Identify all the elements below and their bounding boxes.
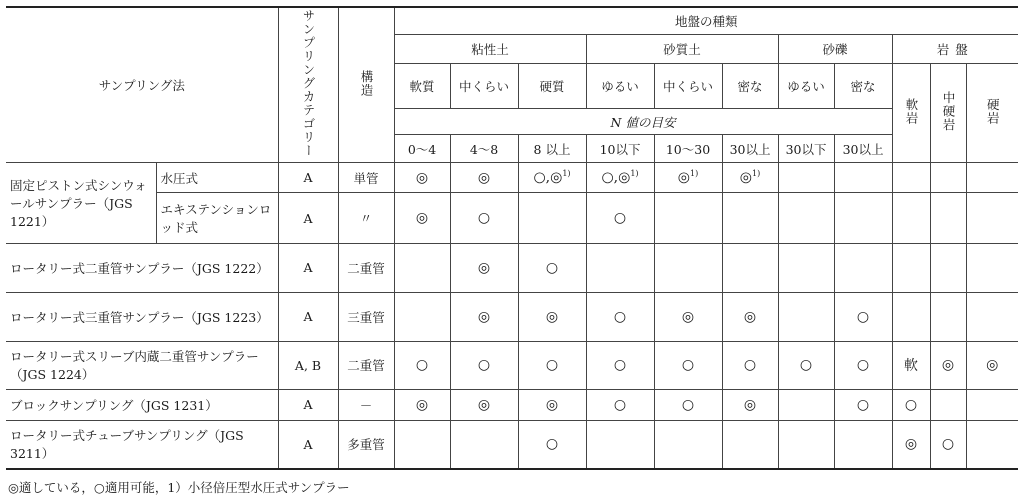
table-row bbox=[6, 420, 1018, 469]
mark-cell bbox=[834, 193, 892, 244]
header-structure: 構造 bbox=[338, 7, 394, 162]
mark-cell bbox=[722, 193, 778, 244]
structure-cell: 二重管 bbox=[338, 244, 394, 293]
n-value-6: 30以下 bbox=[778, 135, 834, 162]
mark-cell bbox=[778, 420, 834, 469]
mark-cell: ◎ bbox=[450, 390, 518, 420]
mark-cell bbox=[834, 244, 892, 293]
mark-cell bbox=[930, 244, 966, 293]
table-row bbox=[6, 244, 1018, 293]
mark-cell bbox=[930, 292, 966, 341]
mark-cell: ○ bbox=[586, 390, 654, 420]
table-footnote: ◎適している，○適用可能，1）小径倍圧型水圧式サンプラー bbox=[8, 480, 350, 495]
header-medium-hard-rock: 中硬岩 bbox=[930, 64, 966, 162]
mark-cell: ○ bbox=[722, 341, 778, 390]
header-sampling-method: サンプリング法 bbox=[6, 7, 278, 162]
table-row bbox=[6, 341, 1018, 390]
header-loose-gravel: ゆるい bbox=[778, 64, 834, 109]
header-ground-types: 地盤の種類 bbox=[394, 7, 1018, 34]
mark-cell: ○ bbox=[654, 341, 722, 390]
mark-cell: ○ bbox=[450, 193, 518, 244]
n-value-0: 0～4 bbox=[394, 135, 450, 162]
mark-cell bbox=[778, 390, 834, 420]
mark-cell: ◎ bbox=[394, 193, 450, 244]
method-sub-cell: 水圧式 bbox=[156, 162, 278, 192]
method-cell: ロータリー式二重管サンプラー（JGS 1222） bbox=[6, 244, 278, 293]
structure-cell: 単管 bbox=[338, 162, 394, 192]
mark-cell: ○ bbox=[892, 390, 930, 420]
mark-cell bbox=[450, 420, 518, 469]
mark-cell bbox=[586, 244, 654, 293]
mark-cell bbox=[966, 292, 1018, 341]
mark-cell bbox=[930, 390, 966, 420]
mark-cell bbox=[654, 420, 722, 469]
header-sandy-soil: 砂質土 bbox=[586, 34, 778, 63]
mark-cell bbox=[892, 244, 930, 293]
header-hard-rock: 硬岩 bbox=[966, 64, 1018, 162]
mark-cell bbox=[966, 244, 1018, 293]
mark-cell bbox=[966, 162, 1018, 192]
header-hard: 硬質 bbox=[518, 64, 586, 109]
mark-cell bbox=[930, 162, 966, 192]
mark-cell bbox=[966, 193, 1018, 244]
mark-cell: 軟 bbox=[892, 341, 930, 390]
table-row bbox=[6, 390, 1018, 420]
mark-cell: ○ bbox=[930, 420, 966, 469]
structure-cell: 二重管 bbox=[338, 341, 394, 390]
mark-cell: ◎ bbox=[892, 420, 930, 469]
mark-cell: ◎ bbox=[722, 292, 778, 341]
mark-cell: ◎ bbox=[654, 292, 722, 341]
mark-cell bbox=[722, 244, 778, 293]
n-value-1: 4～8 bbox=[450, 135, 518, 162]
header-bedrock: 岩盤 bbox=[892, 34, 1018, 63]
mark-cell: ○ bbox=[586, 193, 654, 244]
mark-cell: ○ bbox=[518, 341, 586, 390]
mark-cell: ◎ bbox=[518, 292, 586, 341]
mark-cell: ◎ bbox=[450, 292, 518, 341]
mark-cell: ◎ bbox=[394, 390, 450, 420]
mark-cell: ◎$^{1)}$ bbox=[722, 162, 778, 192]
header-n-value: N 値の目安 bbox=[394, 109, 892, 135]
header-loose: ゆるい bbox=[586, 64, 654, 109]
mark-cell bbox=[586, 420, 654, 469]
mark-cell: ○ bbox=[518, 420, 586, 469]
header-dense: 密な bbox=[722, 64, 778, 109]
n-value-2: 8 以上 bbox=[518, 135, 586, 162]
table-row bbox=[6, 292, 1018, 341]
mark-cell bbox=[394, 244, 450, 293]
method-cell: ブロックサンプリング（JGS 1231） bbox=[6, 390, 278, 420]
mark-cell bbox=[966, 420, 1018, 469]
mark-cell bbox=[722, 420, 778, 469]
mark-cell bbox=[654, 193, 722, 244]
method-cell: ロータリー式三重管サンプラー（JGS 1223） bbox=[6, 292, 278, 341]
mark-cell bbox=[966, 390, 1018, 420]
mark-cell bbox=[834, 162, 892, 192]
mark-cell bbox=[778, 292, 834, 341]
mark-cell bbox=[834, 420, 892, 469]
category-cell: A bbox=[278, 390, 338, 420]
structure-cell: 多重管 bbox=[338, 420, 394, 469]
header-soft: 軟質 bbox=[394, 64, 450, 109]
mark-cell bbox=[518, 193, 586, 244]
mark-cell bbox=[892, 292, 930, 341]
mark-cell bbox=[892, 193, 930, 244]
mark-cell bbox=[394, 292, 450, 341]
mark-cell: ○ bbox=[586, 341, 654, 390]
method-cell: ロータリー式チューブサンプリング（JGS 3211） bbox=[6, 420, 278, 469]
mark-cell: ◎ bbox=[722, 390, 778, 420]
structure-cell: 〃 bbox=[338, 193, 394, 244]
mark-cell: ○ bbox=[450, 341, 518, 390]
header-soft-rock: 軟岩 bbox=[892, 64, 930, 162]
mark-cell: ◎ bbox=[394, 162, 450, 192]
mark-cell: ○,◎$^{1)}$ bbox=[518, 162, 586, 192]
header-gravel: 砂礫 bbox=[778, 34, 892, 63]
mark-cell: ◎$^{1)}$ bbox=[654, 162, 722, 192]
mark-cell: ◎ bbox=[966, 341, 1018, 390]
mark-cell: ◎ bbox=[518, 390, 586, 420]
table-row bbox=[6, 162, 1018, 192]
mark-cell: ○ bbox=[586, 292, 654, 341]
mark-cell bbox=[778, 193, 834, 244]
category-cell: A bbox=[278, 292, 338, 341]
mark-cell: ○ bbox=[834, 292, 892, 341]
category-cell: A, B bbox=[278, 341, 338, 390]
category-cell: A bbox=[278, 244, 338, 293]
mark-cell bbox=[930, 193, 966, 244]
mark-cell: ○ bbox=[654, 390, 722, 420]
mark-cell: ○ bbox=[518, 244, 586, 293]
mark-cell: ○,◎$^{1)}$ bbox=[586, 162, 654, 192]
header-dense-gravel: 密な bbox=[834, 64, 892, 109]
mark-cell bbox=[892, 162, 930, 192]
header-cohesive-soil: 粘性土 bbox=[394, 34, 586, 63]
mark-cell: ◎ bbox=[930, 341, 966, 390]
method-sub-cell: エキステンションロッド式 bbox=[156, 193, 278, 244]
mark-cell: ◎ bbox=[450, 244, 518, 293]
mark-cell bbox=[654, 244, 722, 293]
mark-cell bbox=[778, 244, 834, 293]
sampling-method-table bbox=[6, 6, 1018, 470]
mark-cell bbox=[394, 420, 450, 469]
category-cell: A bbox=[278, 420, 338, 469]
header-sampling-category: サンプリングカテゴリー bbox=[278, 7, 338, 162]
header-medium: 中くらい bbox=[450, 64, 518, 109]
structure-cell: － bbox=[338, 390, 394, 420]
method-cell: ロータリー式スリーブ内蔵二重管サンプラー（JGS 1224） bbox=[6, 341, 278, 390]
n-value-7: 30以上 bbox=[834, 135, 892, 162]
n-value-5: 30以上 bbox=[722, 135, 778, 162]
category-cell: A bbox=[278, 162, 338, 192]
mark-cell bbox=[778, 162, 834, 192]
mark-cell: ○ bbox=[778, 341, 834, 390]
mark-cell: ◎ bbox=[450, 162, 518, 192]
n-value-4: 10～30 bbox=[654, 135, 722, 162]
header-medium-sand: 中くらい bbox=[654, 64, 722, 109]
n-value-3: 10以下 bbox=[586, 135, 654, 162]
category-cell: A bbox=[278, 193, 338, 244]
structure-cell: 三重管 bbox=[338, 292, 394, 341]
mark-cell: ○ bbox=[394, 341, 450, 390]
mark-cell: ○ bbox=[834, 390, 892, 420]
method-cell: 固定ピストン式シンウォールサンプラー（JGS 1221） bbox=[6, 162, 156, 243]
table-row bbox=[6, 193, 1018, 244]
mark-cell: ○ bbox=[834, 341, 892, 390]
